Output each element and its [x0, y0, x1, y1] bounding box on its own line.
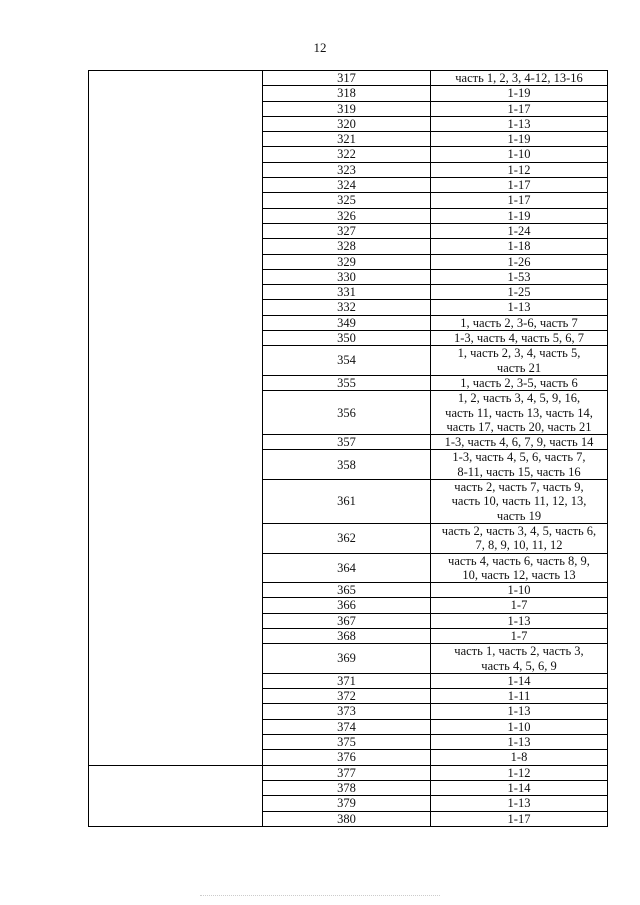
article-number-cell: 325 — [263, 193, 431, 208]
article-number-cell: 369 — [263, 644, 431, 674]
article-number-cell: 378 — [263, 780, 431, 795]
article-number-cell: 319 — [263, 101, 431, 116]
article-number-cell: 375 — [263, 735, 431, 750]
parts-cell: 1-13 — [431, 116, 608, 131]
parts-cell: 1, 2, часть 3, 4, 5, 9, 16, часть 11, часть 13, часть 14, часть 17, часть 20, часть 21 — [431, 391, 608, 435]
parts-cell: 1-18 — [431, 239, 608, 254]
article-number-cell: 367 — [263, 613, 431, 628]
parts-cell: 1-19 — [431, 132, 608, 147]
article-number-cell: 361 — [263, 480, 431, 524]
parts-cell: часть 1, часть 2, часть 3, часть 4, 5, 6, 9 — [431, 644, 608, 674]
article-number-cell: 357 — [263, 435, 431, 450]
article-number-cell: 317 — [263, 71, 431, 86]
article-number-cell: 373 — [263, 704, 431, 719]
table-row — [89, 765, 608, 780]
parts-cell: 1-11 — [431, 689, 608, 704]
group-cell — [89, 71, 263, 766]
parts-cell: 1-10 — [431, 147, 608, 162]
article-number-cell: 358 — [263, 450, 431, 480]
parts-cell: часть 1, 2, 3, 4-12, 13-16 — [431, 71, 608, 86]
parts-cell: 1-13 — [431, 796, 608, 811]
parts-cell: 1-17 — [431, 811, 608, 826]
parts-cell: 1-17 — [431, 193, 608, 208]
parts-cell: 1, часть 2, 3-6, часть 7 — [431, 315, 608, 330]
parts-cell: часть 2, часть 7, часть 9, часть 10, часть 11, 12, 13, часть 19 — [431, 480, 608, 524]
parts-cell: 1-17 — [431, 101, 608, 116]
article-number-cell: 379 — [263, 796, 431, 811]
parts-cell: 1-3, часть 4, часть 5, 6, 7 — [431, 331, 608, 346]
article-number-cell: 354 — [263, 346, 431, 376]
bottom-rule — [200, 895, 440, 897]
parts-cell: 1-12 — [431, 162, 608, 177]
article-number-cell: 380 — [263, 811, 431, 826]
parts-cell: 1-13 — [431, 735, 608, 750]
parts-cell: 1-10 — [431, 583, 608, 598]
article-number-cell: 349 — [263, 315, 431, 330]
article-number-cell: 371 — [263, 673, 431, 688]
article-number-cell: 327 — [263, 223, 431, 238]
article-number-cell: 368 — [263, 628, 431, 643]
parts-cell: 1-53 — [431, 269, 608, 284]
parts-cell: 1-3, часть 4, 5, 6, часть 7, 8-11, часть 15, часть 16 — [431, 450, 608, 480]
article-number-cell: 366 — [263, 598, 431, 613]
parts-cell: часть 4, часть 6, часть 8, 9, 10, часть 12, часть 13 — [431, 553, 608, 583]
parts-cell: 1-7 — [431, 628, 608, 643]
group-cell — [89, 765, 263, 826]
article-number-cell: 362 — [263, 523, 431, 553]
parts-cell: 1-13 — [431, 613, 608, 628]
parts-cell: 1, часть 2, 3, 4, часть 5, часть 21 — [431, 346, 608, 376]
article-number-cell: 318 — [263, 86, 431, 101]
article-number-cell: 324 — [263, 178, 431, 193]
parts-cell: 1-7 — [431, 598, 608, 613]
article-number-cell: 332 — [263, 300, 431, 315]
article-number-cell: 321 — [263, 132, 431, 147]
article-number-cell: 376 — [263, 750, 431, 765]
table-row — [89, 71, 608, 86]
article-number-cell: 365 — [263, 583, 431, 598]
parts-cell: 1-13 — [431, 704, 608, 719]
article-number-cell: 364 — [263, 553, 431, 583]
parts-cell: 1-14 — [431, 780, 608, 795]
article-number-cell: 355 — [263, 375, 431, 390]
article-number-cell: 320 — [263, 116, 431, 131]
parts-cell: 1-3, часть 4, 6, 7, 9, часть 14 — [431, 435, 608, 450]
article-number-cell: 330 — [263, 269, 431, 284]
article-number-cell: 329 — [263, 254, 431, 269]
parts-cell: 1-17 — [431, 178, 608, 193]
parts-cell: 1-14 — [431, 673, 608, 688]
parts-cell: 1-19 — [431, 86, 608, 101]
article-number-cell: 372 — [263, 689, 431, 704]
parts-cell: часть 2, часть 3, 4, 5, часть 6, 7, 8, 9, 10, 11, 12 — [431, 523, 608, 553]
parts-cell: 1-10 — [431, 719, 608, 734]
article-number-cell: 374 — [263, 719, 431, 734]
parts-cell: 1, часть 2, 3-5, часть 6 — [431, 375, 608, 390]
article-number-cell: 356 — [263, 391, 431, 435]
parts-cell: 1-26 — [431, 254, 608, 269]
parts-cell: 1-25 — [431, 285, 608, 300]
article-number-cell: 331 — [263, 285, 431, 300]
article-number-cell: 377 — [263, 765, 431, 780]
parts-cell: 1-13 — [431, 300, 608, 315]
parts-cell: 1-24 — [431, 223, 608, 238]
articles-table — [88, 70, 608, 827]
article-number-cell: 350 — [263, 331, 431, 346]
parts-cell: 1-8 — [431, 750, 608, 765]
parts-cell: 1-12 — [431, 765, 608, 780]
article-number-cell: 326 — [263, 208, 431, 223]
page-number: 12 — [313, 40, 327, 55]
article-number-cell: 323 — [263, 162, 431, 177]
article-number-cell: 322 — [263, 147, 431, 162]
article-number-cell: 328 — [263, 239, 431, 254]
parts-cell: 1-19 — [431, 208, 608, 223]
